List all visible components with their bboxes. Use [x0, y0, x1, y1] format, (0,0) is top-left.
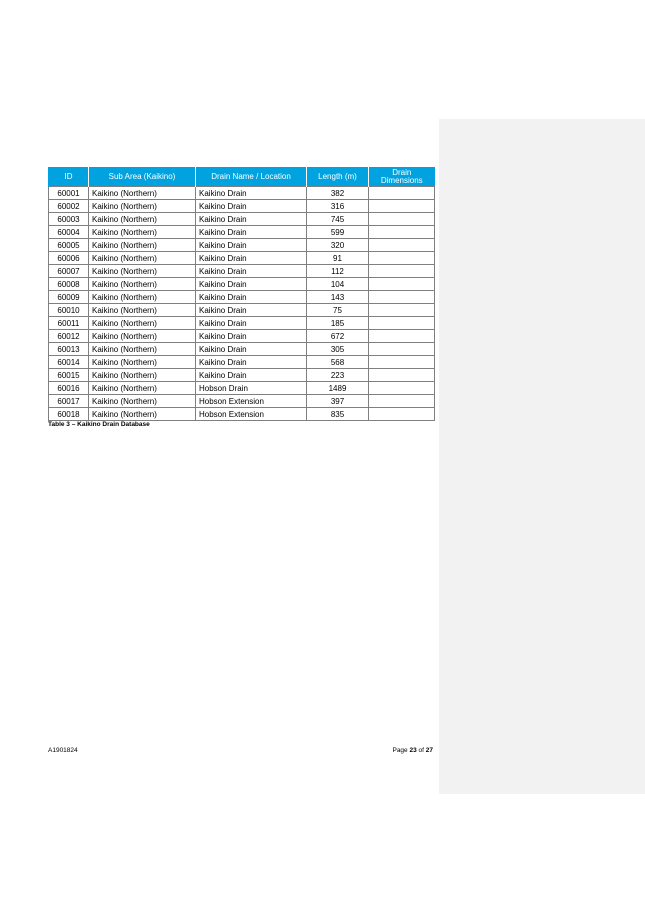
table-row [49, 395, 435, 408]
cell-sub-area: Kaikino (Northern) [89, 343, 196, 356]
table-row [49, 278, 435, 291]
cell-drain-name: Kaikino Drain [196, 252, 307, 265]
cell-drain-name: Kaikino Drain [196, 213, 307, 226]
cell-length: 835 [307, 408, 369, 421]
cell-drain-name: Kaikino Drain [196, 278, 307, 291]
cell-sub-area: Kaikino (Northern) [89, 291, 196, 304]
table-row [49, 382, 435, 395]
cell-id: 60015 [49, 369, 89, 382]
cell-id: 60012 [49, 330, 89, 343]
cell-length: 599 [307, 226, 369, 239]
table-row [49, 226, 435, 239]
cell-drain-name: Hobson Extension [196, 408, 307, 421]
cell-sub-area: Kaikino (Northern) [89, 369, 196, 382]
cell-length: 223 [307, 369, 369, 382]
cell-id: 60003 [49, 213, 89, 226]
drain-database-table [48, 167, 435, 421]
cell-drain-name: Kaikino Drain [196, 187, 307, 200]
cell-id: 60017 [49, 395, 89, 408]
header-length: Length (m) [307, 167, 369, 187]
cell-sub-area: Kaikino (Northern) [89, 200, 196, 213]
table-row [49, 317, 435, 330]
cell-id: 60010 [49, 304, 89, 317]
cell-drain-dimensions [369, 395, 435, 408]
cell-id: 60006 [49, 252, 89, 265]
cell-id: 60008 [49, 278, 89, 291]
cell-drain-name: Kaikino Drain [196, 356, 307, 369]
page-current: 23 [409, 747, 417, 754]
cell-drain-dimensions [369, 278, 435, 291]
table-row [49, 200, 435, 213]
cell-id: 60016 [49, 382, 89, 395]
cell-sub-area: Kaikino (Northern) [89, 278, 196, 291]
cell-drain-name: Kaikino Drain [196, 330, 307, 343]
table-row [49, 408, 435, 421]
cell-id: 60004 [49, 226, 89, 239]
cell-sub-area: Kaikino (Northern) [89, 356, 196, 369]
cell-drain-dimensions [369, 226, 435, 239]
footer-doc-id: A1901824 [48, 747, 78, 754]
cell-id: 60014 [49, 356, 89, 369]
page-total: 27 [425, 747, 433, 754]
cell-id: 60018 [49, 408, 89, 421]
cell-sub-area: Kaikino (Northern) [89, 252, 196, 265]
cell-drain-name: Kaikino Drain [196, 265, 307, 278]
cell-drain-dimensions [369, 330, 435, 343]
cell-drain-dimensions [369, 304, 435, 317]
cell-drain-dimensions [369, 265, 435, 278]
table-body [49, 187, 435, 421]
cell-drain-dimensions [369, 213, 435, 226]
cell-drain-dimensions [369, 200, 435, 213]
cell-drain-name: Kaikino Drain [196, 304, 307, 317]
cell-drain-dimensions [369, 382, 435, 395]
cell-id: 60009 [49, 291, 89, 304]
page-prefix: Page [392, 747, 410, 754]
cell-drain-name: Kaikino Drain [196, 343, 307, 356]
cell-length: 143 [307, 291, 369, 304]
cell-drain-name: Kaikino Drain [196, 226, 307, 239]
cell-length: 75 [307, 304, 369, 317]
cell-sub-area: Kaikino (Northern) [89, 265, 196, 278]
cell-drain-dimensions [369, 187, 435, 200]
header-id: ID [49, 167, 89, 187]
cell-drain-name: Hobson Extension [196, 395, 307, 408]
table-row [49, 239, 435, 252]
cell-sub-area: Kaikino (Northern) [89, 408, 196, 421]
table-row [49, 343, 435, 356]
cell-drain-dimensions [369, 317, 435, 330]
table-row [49, 187, 435, 200]
cell-sub-area: Kaikino (Northern) [89, 226, 196, 239]
table-row [49, 213, 435, 226]
cell-drain-dimensions [369, 343, 435, 356]
cell-id: 60013 [49, 343, 89, 356]
cell-drain-dimensions [369, 252, 435, 265]
cell-length: 104 [307, 278, 369, 291]
cell-length: 305 [307, 343, 369, 356]
cell-length: 185 [307, 317, 369, 330]
header-sub-area: Sub Area (Kaikino) [89, 167, 196, 187]
cell-id: 60005 [49, 239, 89, 252]
cell-id: 60001 [49, 187, 89, 200]
page-of: of [416, 747, 426, 754]
cell-sub-area: Kaikino (Northern) [89, 213, 196, 226]
comment-pane [439, 119, 645, 794]
cell-id: 60011 [49, 317, 89, 330]
table-row [49, 291, 435, 304]
cell-drain-dimensions [369, 291, 435, 304]
table-row [49, 369, 435, 382]
cell-length: 316 [307, 200, 369, 213]
cell-sub-area: Kaikino (Northern) [89, 187, 196, 200]
cell-drain-dimensions [369, 369, 435, 382]
cell-sub-area: Kaikino (Northern) [89, 239, 196, 252]
cell-length: 91 [307, 252, 369, 265]
header-drain-dimensions: Drain Dimensions [369, 167, 435, 187]
table-row [49, 252, 435, 265]
cell-sub-area: Kaikino (Northern) [89, 330, 196, 343]
table-header-row [49, 167, 435, 187]
table-row [49, 356, 435, 369]
table-row [49, 330, 435, 343]
cell-length: 672 [307, 330, 369, 343]
cell-sub-area: Kaikino (Northern) [89, 304, 196, 317]
cell-sub-area: Kaikino (Northern) [89, 382, 196, 395]
cell-drain-dimensions [369, 239, 435, 252]
cell-length: 320 [307, 239, 369, 252]
cell-drain-dimensions [369, 356, 435, 369]
cell-drain-dimensions [369, 408, 435, 421]
cell-drain-name: Kaikino Drain [196, 200, 307, 213]
cell-drain-name: Kaikino Drain [196, 317, 307, 330]
cell-sub-area: Kaikino (Northern) [89, 395, 196, 408]
cell-length: 397 [307, 395, 369, 408]
table-row [49, 265, 435, 278]
cell-sub-area: Kaikino (Northern) [89, 317, 196, 330]
footer-page-number [370, 747, 433, 754]
cell-drain-name: Kaikino Drain [196, 239, 307, 252]
cell-drain-name: Hobson Drain [196, 382, 307, 395]
table-row [49, 304, 435, 317]
cell-length: 112 [307, 265, 369, 278]
header-drain-name: Drain Name / Location [196, 167, 307, 187]
cell-length: 568 [307, 356, 369, 369]
cell-id: 60002 [49, 200, 89, 213]
cell-id: 60007 [49, 265, 89, 278]
cell-length: 1489 [307, 382, 369, 395]
cell-drain-name: Kaikino Drain [196, 291, 307, 304]
table-caption: Table 3 – Kaikino Drain Database [48, 421, 150, 428]
cell-drain-name: Kaikino Drain [196, 369, 307, 382]
cell-length: 745 [307, 213, 369, 226]
cell-length: 382 [307, 187, 369, 200]
